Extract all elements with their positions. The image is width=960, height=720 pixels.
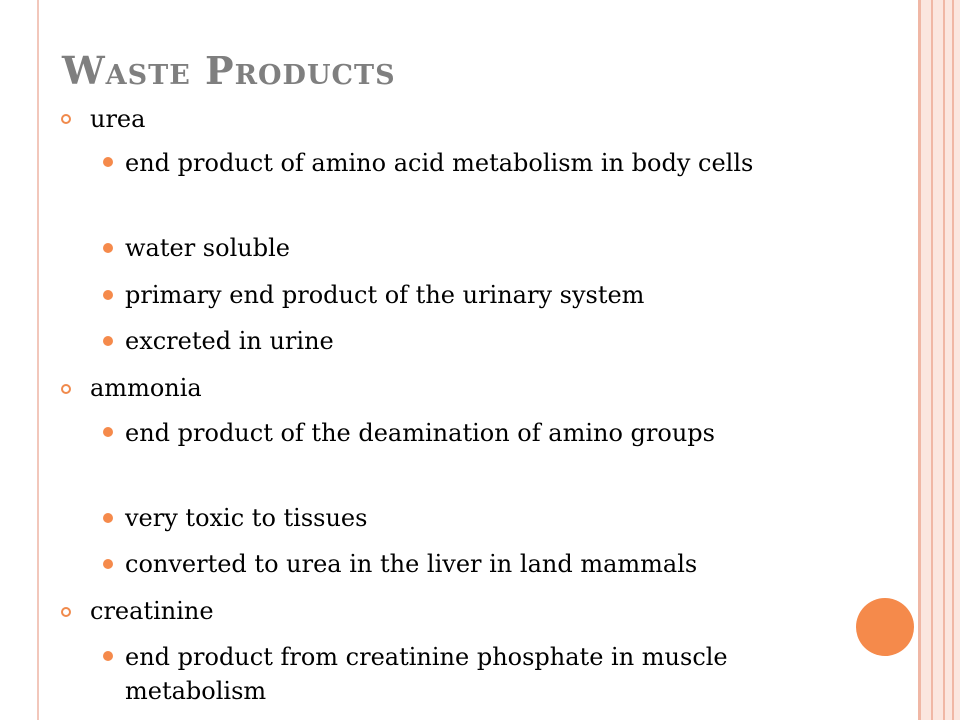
bullet-ammonia-3: converted to urea in the liver in land mammals (125, 550, 698, 578)
dot-bullet-icon (103, 427, 113, 437)
dot-bullet-icon (103, 559, 113, 569)
bullet-urea-3: primary end product of the urinary system (125, 281, 645, 309)
dot-bullet-icon (103, 336, 113, 346)
dot-bullet-icon (103, 157, 113, 167)
bullet-urea-4: excreted in urine (125, 327, 334, 355)
dot-bullet-icon (103, 290, 113, 300)
ring-bullet-icon (61, 384, 71, 394)
bullet-urea-2: water soluble (125, 234, 290, 262)
bullet-ammonia-2: very toxic to tissues (125, 504, 368, 532)
section-label-ammonia: ammonia (90, 374, 202, 402)
slide-title: Waste Products (62, 48, 396, 93)
section-label-urea: urea (90, 105, 146, 133)
ring-bullet-icon (61, 114, 71, 124)
dot-bullet-icon (103, 243, 113, 253)
dot-bullet-icon (103, 651, 113, 661)
dot-bullet-icon (103, 513, 113, 523)
ring-bullet-icon (61, 607, 71, 617)
bullet-creatinine-1: end product from creatinine phosphate in muscle metabolism (125, 643, 728, 705)
section-label-creatinine: creatinine (90, 597, 214, 625)
bullet-urea-1: end product of amino acid metabolism in body cells (125, 149, 754, 177)
bullet-ammonia-1: end product of the deamination of amino groups (125, 419, 715, 447)
